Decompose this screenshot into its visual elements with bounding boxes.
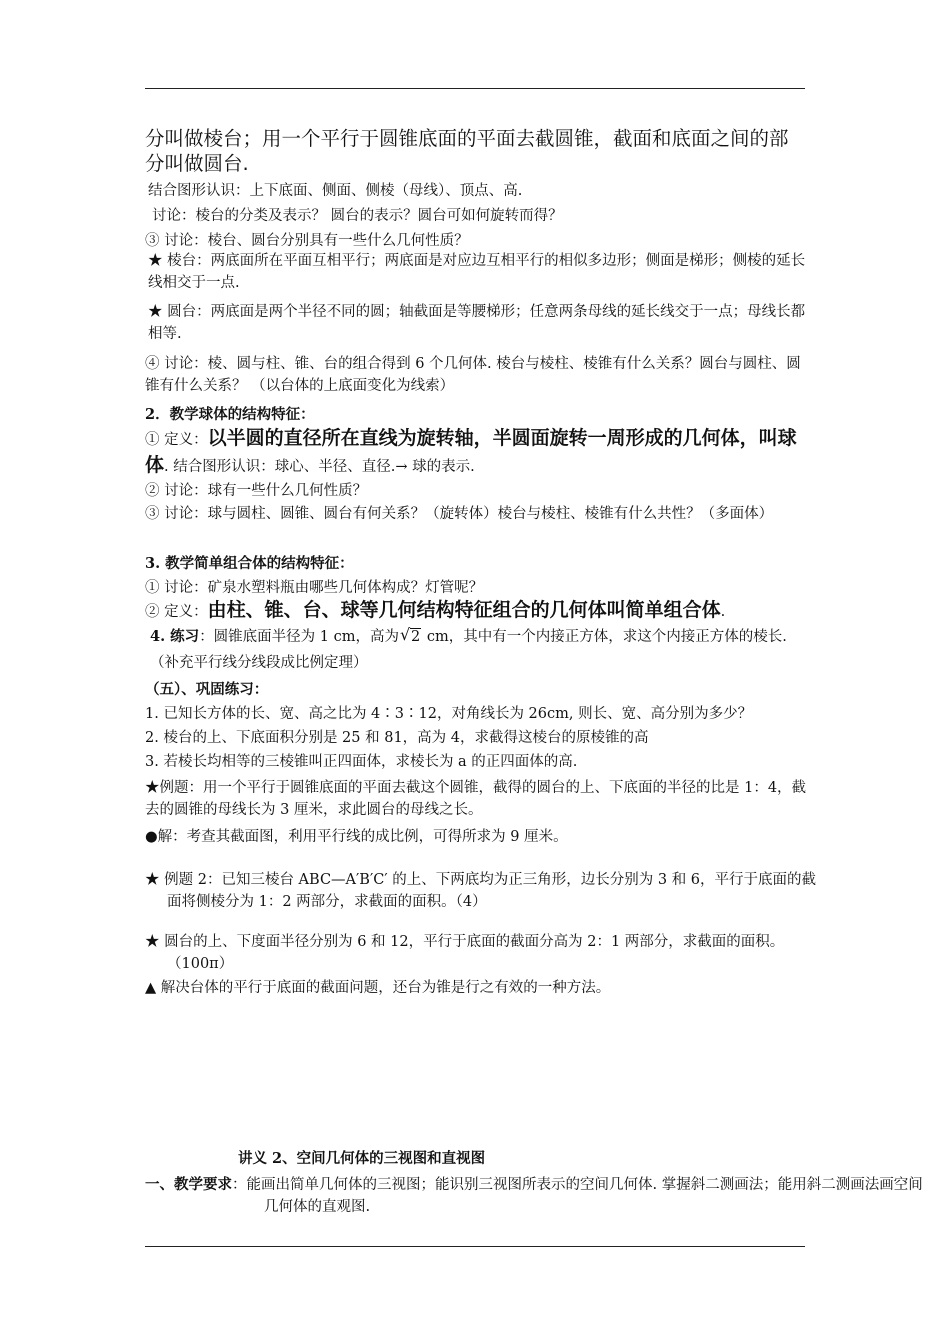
teaching-requirements-text: ：能画出简单几何体的三视图；能识别三视图所表示的空间几何体. 掌握斜二测画法；能用斜二测画法画空间几何体的直观图.	[232, 1177, 923, 1215]
exercise-item-3: 3. 若棱长均相等的三棱锥叫正四面体，求棱长为 a 的正四面体的高.	[145, 754, 578, 770]
exercise-4-text-b: cm，其中有一个内接正方体，求这个内接正方体的棱长.（补充平行线分线段成比例定理）	[150, 629, 787, 671]
heading-sphere: 2．教学球体的结构特征：	[145, 406, 315, 423]
paragraph-composite-definition	[145, 598, 807, 625]
paragraph-bottle-discussion: ① 讨论：矿泉水塑料瓶由哪些几何体构成？灯管呢？	[145, 580, 484, 596]
sphere-definition-prefix: ① 定义：	[145, 432, 208, 448]
paragraph-sphere-properties: ② 讨论：球有一些什么几何性质？	[145, 483, 368, 499]
teaching-requirements-label: 一、教学要求	[145, 1176, 232, 1193]
example-2-triangular-frustum: ★ 例题 2：已知三棱台 ABC—A′B′C′ 的上、下两底均为正三角形，边长分别为 3 和 6，平行于底面的截面将侧棱分为 1：2 两部分，求截面的面积。（4）	[145, 872, 817, 910]
exercise-4-text-a: ：圆锥底面半径为 1 cm，高为	[199, 629, 400, 645]
tip-frustum-to-cone: ▲ 解决台体的平行于底面的截面问题，还台为锥是行之有效的一种方法。	[145, 980, 611, 996]
paragraph-frustum-definition: 分叫做棱台；用一个平行于圆锥底面的平面去截圆锥，截面和底面之间的部分叫做圆台.	[145, 127, 789, 175]
sphere-definition-rest: . 结合图形认识：球心、半径、直径.→ 球的表示.	[164, 459, 475, 475]
heading-consolidation-exercises: （五）、巩固练习：	[145, 681, 269, 698]
teaching-requirements	[145, 1174, 926, 1218]
exercise-item-2: 2. 棱台的上、下底面积分别是 25 和 81，高为 4，求截得这棱台的原棱锥的高	[145, 730, 649, 746]
example-cone-frustum: ★例题：用一个平行于圆锥底面的平面去截这个圆锥，截得的圆台的上、下底面的半径的比是 1：4，截去的圆锥的母线长为 3 厘米，求此圆台的母线之长。	[145, 780, 807, 818]
bottom-rule	[145, 1246, 805, 1247]
lecture-2-title: 讲义 2、空间几何体的三视图和直视图	[238, 1150, 486, 1167]
radical-sign-icon: √	[400, 625, 411, 644]
paragraph-discussion-properties: ③ 讨论：棱台、圆台分别具有一些什么几何性质？	[145, 233, 469, 249]
paragraph-cone-frustum-properties: ★ 圆台：两底面是两个半径不同的圆；轴截面是等腰梯形；任意两条母线的延长线交于一点；母线长都相等.	[148, 304, 806, 342]
exercise-4-label: 4. 练习	[150, 628, 200, 645]
paragraph-sphere-definition	[145, 426, 807, 480]
paragraph-prism-frustum-properties: ★ 棱台：两底面所在平面互相平行；两底面是对应边互相平行的相似多边形；侧面是梯形；侧棱的延长线相交于一点.	[148, 253, 806, 291]
solution-example-1: ●解：考查其截面图，利用平行线的成比例，可得所求为 9 厘米。	[145, 829, 568, 845]
paragraph-sphere-relations: ③ 讨论：球与圆柱、圆锥、圆台有何关系？（旋转体）棱台与棱柱、棱锥有什么共性？（多面体）	[145, 506, 774, 522]
composite-definition-text: 由柱、锥、台、球等几何结构特征组合的几何体叫简单组合体	[207, 599, 721, 621]
top-rule	[145, 88, 805, 89]
sqrt-radicand: 2	[411, 629, 421, 645]
paragraph-frustum-parts: 结合图形认识：上下底面、侧面、侧棱（母线）、顶点、高.	[148, 183, 523, 199]
paragraph-combination-discussion: ④ 讨论：棱、圆与柱、锥、台的组合得到 6 个几何体. 棱台与棱柱、棱锥有什么关系？圆台与圆柱、圆锥有什么关系？ （以台体的上底面变化为线索）	[145, 356, 801, 394]
paragraph-discussion-frustum: 讨论：棱台的分类及表示？ 圆台的表示？圆台可如何旋转而得？	[152, 208, 563, 224]
exercise-item-1: 1. 已知长方体的长、宽、高之比为 4∶3∶12，对角线长为 26cm, 则长、宽、高分别为多少？	[145, 706, 753, 722]
example-3-cone-frustum-section: ★ 圆台的上、下度面半径分别为 6 和 12，平行于底面的截面分高为 2：1 两部分，求截面的面积。（100π）	[145, 934, 785, 972]
sphere-definition-text: 以半圆的直径所在直线为旋转轴，半圆面旋转一周形成的几何体，叫球体	[145, 427, 797, 476]
composite-definition-prefix: ② 定义：	[145, 604, 208, 620]
paragraph-exercise-4	[145, 624, 812, 676]
composite-definition-end: .	[720, 604, 726, 620]
heading-composite-solid: 3. 教学简单组合体的结构特征：	[145, 555, 354, 572]
sqrt-expression	[400, 624, 421, 650]
